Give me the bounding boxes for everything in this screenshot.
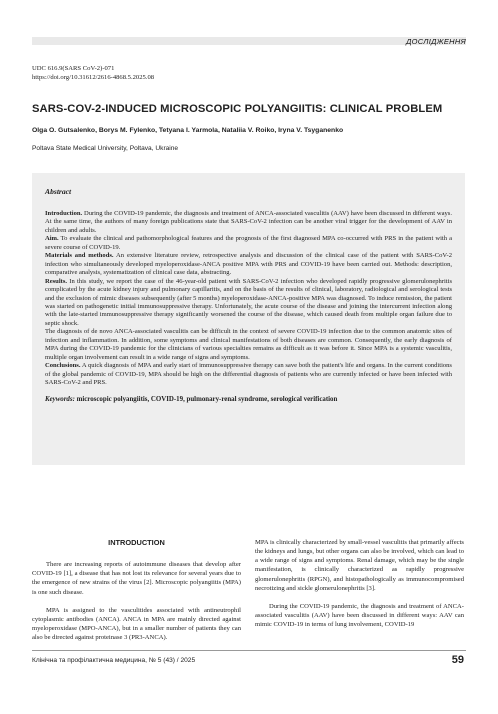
introduction-heading: INTRODUCTION xyxy=(108,538,165,547)
body-paragraph: There are increasing reports of autoimmune diseases that develop after COVID-19 [1], a disease that has not lost its relevance for several years due to the emergence of new strains of the virus [2]. Microscopic polyangiitis (MPA) is one such disease. xyxy=(32,561,241,596)
abstract-introduction xyxy=(45,210,452,235)
abstract-conclusions xyxy=(45,362,452,387)
page-number: 59 xyxy=(451,654,464,666)
conclusions-text: A quick diagnosis of MPA and early start of immunosuppressive therapy can save both the patient's life and organs. In the current conditions of the global pandemic of COVID-19, MPA should be high on the differential diagnosis of patients who are currently infected or have been infected with SARS-CoV-2 and PRS. xyxy=(45,362,452,387)
article-title: SARS-COV-2-INDUCED MICROSCOPIC POLYANGIITIS: CLINICAL PROBLEM xyxy=(32,103,443,115)
body-paragraph: MPA is assigned to the vasculitides associated with antineutrophil cytoplasmic antibodies (ANCA). ANCA in MPA are mainly directed against myeloperoxidase (MPO-ANCA), but in a smaller number of patients they can also be directed against proteinase 3 (PR3-ANCA). xyxy=(32,606,241,642)
abstract-heading: Abstract xyxy=(45,187,72,196)
abstract-results xyxy=(45,278,452,329)
affiliation: Poltava State Medical University, Poltava, Ukraine xyxy=(32,145,179,152)
conclusions-label: Conclusions. xyxy=(45,362,81,370)
header-bar xyxy=(32,37,466,45)
abstract-results-continued: The diagnosis of de novo ANCA-associated vasculitis can be difficult in the context of severe COVID-19 infection due to the common anatomic sites of infection and inflammation. In addition, some symptoms and clinical manifestations of both diseases are common. Consequently, the early diagnosis of MPA during the COVID-19 pandemic for the clinicians of various specialties remains as difficult as it was before it. Since MPA is a systemic vasculitis, multiple organ involvement can result in a wide range of signs and symptoms. xyxy=(45,328,452,361)
body-column-left xyxy=(32,538,241,642)
methods-text: An extensive literature review, retrospective analysis and discussion of the clinical case of the patient with SARS-CoV-2 infection who simultaneously developed myeloperoxidase-ANCA positive MPA with PRS and COVID-19 have been carried out. Methods: description, comparative analysis, systematization of clinical case data, abstracting. xyxy=(45,252,453,277)
results-text: In this study, we report the case of the 46-year-old patient with SARS-CoV-2 infection who developed rapidly progressive glomerulonephritis complicated by the acute kidney injury and pulmonary capillaritis, and on the basis of the results of clinical, laboratory, radiological and serological tests and the exclusion of mimic diseases subsequently (after 5 months) myeloperoxidase-ANCA-positive MPA was diagnosed. To induce remission, the patient was started on pathogenetic initial immunosuppressive therapy. Unfortunately, the acute course of the disease and joining the intercurrent infection along with the late-started immunosuppressive therapy significantly worsened the course of the disease, which caused death from multiple organ failure due to septic shock. xyxy=(45,277,452,327)
keywords-label: Keywords: xyxy=(45,395,75,403)
footer-divider xyxy=(32,650,466,651)
keywords xyxy=(45,396,452,403)
abstract-aim xyxy=(45,235,452,252)
body-paragraph: MPA is clinically characterized by small-vessel vasculitis that primarily affects the kidneys and lungs, but other organs can also be involved, which can lead to a wide range of signs and symptoms. Renal damage, which may be the single manifestation, is clinically characterized as rapidly progressive glomerulonephritis (RPGN), and histopathologically as immunocompromised necrotizing and sickle glomerulonephritis [3]. xyxy=(255,539,464,592)
abstract-methods xyxy=(45,252,452,277)
abstract-box xyxy=(32,173,465,465)
section-tag: ДОСЛІДЖЕННЯ xyxy=(406,37,466,46)
introduction-label: Introduction. xyxy=(45,210,83,217)
journal-name: Клінічна та профілактична медицина, № 5 (43) / 2025 xyxy=(32,657,196,664)
udc-code: UDC 616.9(SARS CoV-2)-071 xyxy=(32,65,115,72)
results-label: Results. xyxy=(45,277,68,285)
aim-text: To evaluate the clinical and pathomorphological features and the prognosis of the first diagnosed MPA co-occurred with PRS in the patient with a severe course of COVID-19. xyxy=(45,235,452,251)
article-meta xyxy=(32,64,154,82)
body-paragraph: During the COVID-19 pandemic, the diagnosis and treatment of ANCA-associated vasculitis (AAV) have been discussed in different ways: AAV can mimic COVID-19 in terms of lung involvement, COVID-19 xyxy=(255,602,464,629)
methods-label: Materials and methods. xyxy=(45,252,114,260)
body-column-right xyxy=(255,538,464,629)
keywords-text: microscopic polyangiitis, COVID-19, pulmonary-renal syndrome, serological verification xyxy=(74,395,338,403)
introduction-text: During the COVID-19 pandemic, the diagnosis and treatment of ANCA-associated vasculitis (AAV) have been discussed in different ways. At the same time, the authors of many foreign publications state that SARS-CoV-2 infection can be another viral trigger for the development of AAV in children and adults. xyxy=(45,210,452,234)
author-list: Olga O. Gutsalenko, Borys M. Fylenko, Tetyana I. Yarmola, Nataliia V. Roiko, Iryna V. Tsyganenko xyxy=(32,127,344,134)
doi-link[interactable]: https://doi.org/10.31612/2616-4868.5.2025.08 xyxy=(32,74,155,81)
aim-label: Aim. xyxy=(45,235,59,243)
